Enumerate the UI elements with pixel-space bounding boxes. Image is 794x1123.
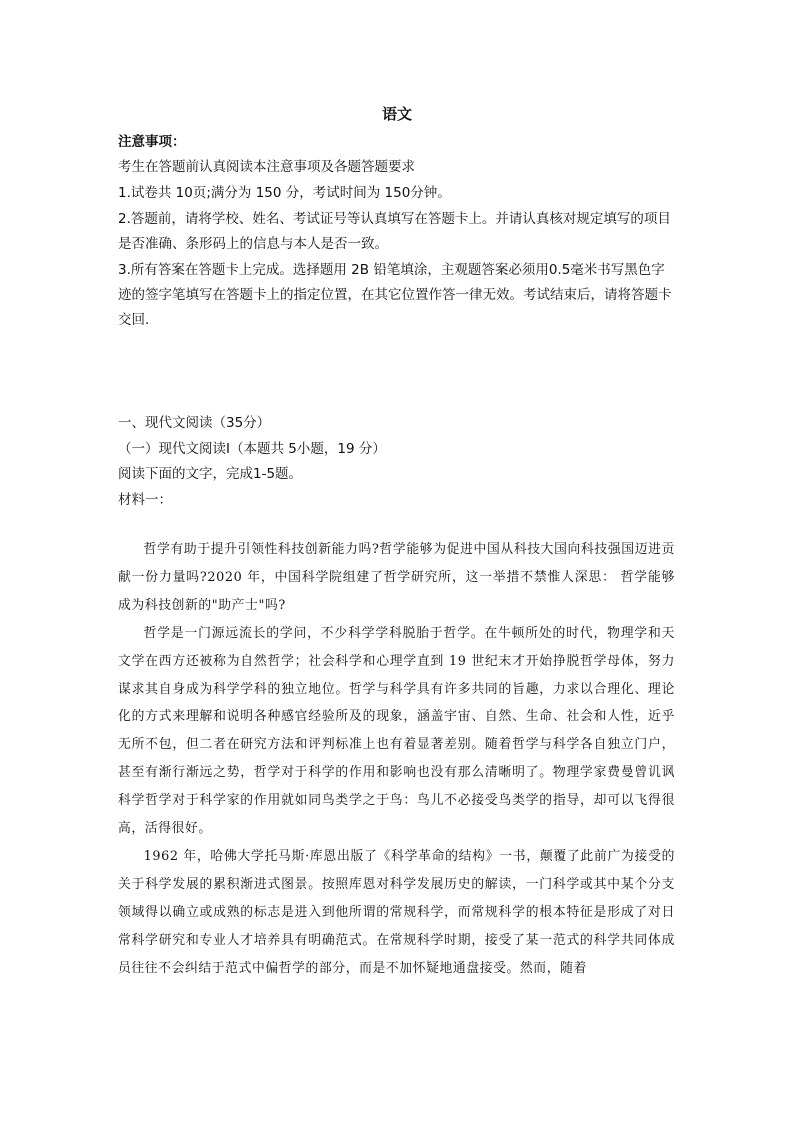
- passage-paragraph: 哲学有助于提升引领性科技创新能力吗?哲学能够为促进中国从科技大国向科技强国迈进贡献一份力量吗?2020 年，中国科学院组建了哲学研究所，这一举措不禁惟人深思： 哲学能够成为科技创新的"助产士"吗?: [118, 542, 675, 613]
- section-title: 一、现代文阅读（35分）: [118, 415, 271, 431]
- note-item: 3.所有答案在答题卡上完成。选择题用 2B 铅笔填涂，主观题答案必须用0.5毫米书写黑色字迹的签字笔填写在答题卡上的指定位置，在其它位置作答一律无效。考试结束后，请将答题卡交回.: [118, 262, 672, 328]
- notes-heading: 注意事项：: [118, 134, 186, 150]
- page-title: 语文: [381, 105, 412, 123]
- notes-block: [118, 130, 678, 334]
- note-item: 考生在答题前认真阅读本注意事项及各题答题要求: [118, 159, 415, 175]
- reading-passage: [118, 536, 675, 983]
- material-label: 材料一：: [118, 491, 172, 508]
- reading-section-header: [118, 411, 678, 513]
- note-item: 1.试卷共 10页;满分为 150 分，考试时间为 150分钟。: [118, 185, 451, 201]
- instruction-text: 阅读下面的文字，完成1-5题。: [118, 466, 303, 482]
- note-item: 2.答题前，请将学校、姓名、考试证号等认真填写在答题卡上。并请认真核对规定填写的项目是否准确、条形码上的信息与本人是否一致。: [118, 211, 671, 252]
- passage-paragraph: 1962 年，哈佛大学托马斯·库恩出版了《科学革命的结构》一书，颠覆了此前广为接受的关于科学发展的累积渐进式图景。按照库恩对科学发展历史的解读，一门科学或其中某个分支领域得以确立或成熟的标志是进入到他所谓的常规科学，而常规科学的根本特征是形成了对日常科学研究和专业人才培养具有明确范式。在常规科学时期，接受了某一范式的科学共同体成员往往不会纠结于范式中偏哲学的部分，而是不加怀疑地通盘接受。然而，随着: [118, 848, 675, 976]
- subsection-title: （一）现代文阅读Ⅰ（本题共 5小题，19 分）: [118, 440, 386, 457]
- passage-paragraph: 哲学是一门源远流长的学问，不少科学学科脱胎于哲学。在牛顿所处的时代，物理学和天文学在西方还被称为自然哲学；社会科学和心理学直到 19 世纪末才开始挣脱哲学母体，努力谋求其自身成为科学学科的独立地位。哲学与科学具有许多共同的旨趣，力求以合理化、理论化的方式来理解和说明各种感官经验所及的现象，涵盖宇宙、自然、生命、社会和人性，近乎无所不包，但二者在研究方法和评判标准上也有着显著差别。随着哲学与科学各自独立门户，甚至有渐行渐远之势，哲学对于科学的作用和影响也没有那么清晰明了。物理学家费曼曾讥讽科学哲学对于科学家的作用就如同鸟类学之于鸟：鸟儿不必接受鸟类学的指导，却可以飞得很高，活得很好。: [118, 625, 675, 837]
